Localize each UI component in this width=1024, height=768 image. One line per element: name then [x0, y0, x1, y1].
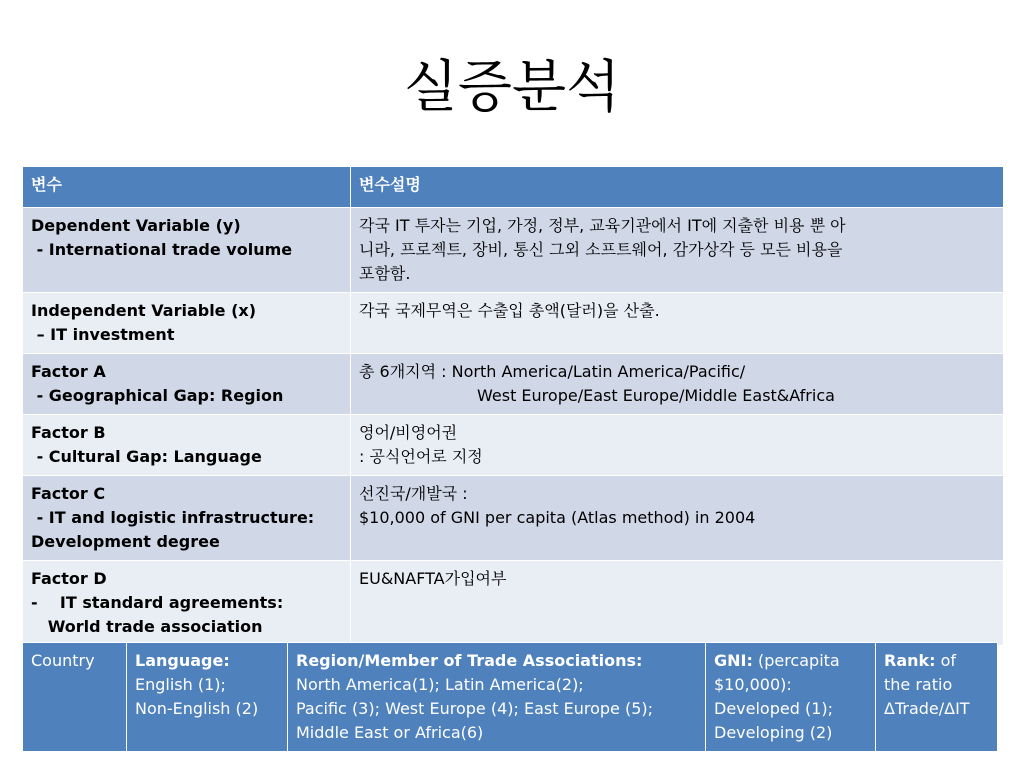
description-cell [351, 561, 1004, 646]
legend-gni-line: Developed (1); [714, 699, 834, 718]
legend-country: Country [31, 651, 95, 670]
variable-name: Factor C [31, 484, 106, 503]
variable-cell [23, 415, 351, 476]
legend-rank-line: the ratio [884, 675, 953, 694]
variable-cell [23, 476, 351, 561]
variable-detail: - IT and logistic infrastructure: [31, 508, 315, 527]
variable-name: Factor B [31, 423, 106, 442]
description-cell [351, 293, 1004, 354]
variable-cell [23, 208, 351, 293]
description-line: 선진국/개발국 : [359, 484, 468, 503]
legend-region-line: Middle East or Africa(6) [296, 723, 484, 742]
variable-cell [23, 354, 351, 415]
legend-gni-line: Developing (2) [714, 723, 833, 742]
legend-rank-line: ΔTrade/ΔIT [884, 699, 970, 718]
table-row [23, 354, 1004, 415]
description-line: 각국 국제무역은 수출입 총액(달러)을 산출. [359, 301, 660, 320]
description-cell [351, 208, 1004, 293]
legend-region-cell [288, 643, 706, 752]
legend-rank-line: of [935, 651, 957, 670]
legend-language-head: Language: [135, 651, 230, 670]
description-line: West Europe/East Europe/Middle East&Africa [477, 386, 835, 405]
variable-name: Factor D [31, 569, 107, 588]
legend-country-cell [23, 643, 127, 752]
description-cell [351, 476, 1004, 561]
variable-detail: - International trade volume [31, 240, 293, 259]
description-line: 포함함. [359, 264, 411, 283]
description-cell [351, 415, 1004, 476]
description-line: EU&NAFTA가입여부 [359, 569, 507, 588]
description-line: : 공식언어로 지정 [359, 447, 483, 466]
variable-name: Independent Variable (x) [31, 301, 257, 320]
legend-region-line: North America(1); Latin America(2); [296, 675, 584, 694]
variable-cell [23, 561, 351, 646]
legend-language-line: English (1); [135, 675, 226, 694]
variable-detail: - Cultural Gap: Language [31, 447, 262, 466]
legend-region-line: Pacific (3); West Europe (4); East Europe (5); [296, 699, 654, 718]
description-line: 영어/비영어권 [359, 423, 458, 442]
legend-region-head: Region/Member of Trade Associations: [296, 651, 643, 670]
description-line: 니라, 프로젝트, 장비, 통신 그외 소프트웨어, 감가상각 등 모든 비용을 [359, 240, 843, 259]
table-row [23, 476, 1004, 561]
legend-language-cell [127, 643, 288, 752]
description-line: $10,000 of GNI per capita (Atlas method) in 2004 [359, 508, 756, 527]
variable-detail: - Geographical Gap: Region [31, 386, 284, 405]
description-cell [351, 354, 1004, 415]
description-line: 각국 IT 투자는 기업, 가정, 정부, 교육기관에서 IT에 지출한 비용 뿐 아 [359, 216, 846, 235]
legend-row [23, 643, 998, 752]
variable-detail: – IT investment [31, 325, 175, 344]
variable-name: Dependent Variable (y) [31, 216, 241, 235]
table-row [23, 561, 1004, 646]
header-description: 변수설명 [351, 167, 1004, 208]
legend-rank-cell [876, 643, 998, 752]
variable-detail: - IT standard agreements: [31, 593, 284, 612]
table-row [23, 415, 1004, 476]
table-header-row [23, 167, 1004, 208]
table-row [23, 208, 1004, 293]
legend-gni-cell [706, 643, 876, 752]
variable-name: Factor A [31, 362, 106, 381]
variable-cell [23, 293, 351, 354]
variables-table [22, 166, 1004, 646]
table-row [23, 293, 1004, 354]
slide-title: 실증분석 [403, 55, 621, 120]
variable-detail: Development degree [31, 532, 220, 551]
header-variable: 변수 [23, 167, 351, 208]
variable-detail: World trade association [31, 617, 263, 636]
legend-gni-line: (percapita [752, 651, 840, 670]
coding-legend-table [22, 642, 998, 752]
legend-gni-line: $10,000): [714, 675, 792, 694]
description-line: 총 6개지역 : North America/Latin America/Pacific/ [359, 362, 746, 381]
legend-gni-head: GNI: [714, 651, 753, 670]
legend-rank-head: Rank: [884, 651, 936, 670]
legend-language-line: Non-English (2) [135, 699, 259, 718]
